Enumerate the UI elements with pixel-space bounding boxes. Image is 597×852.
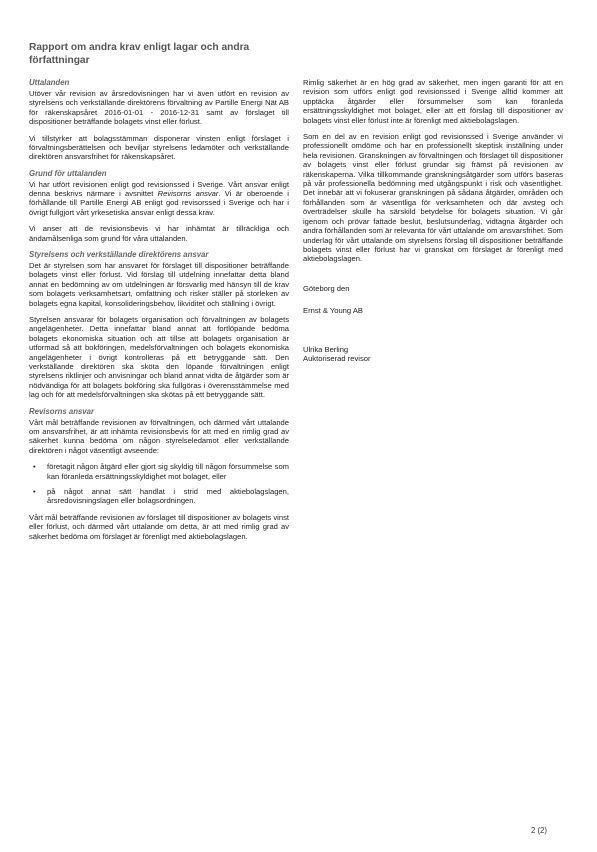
bullet-icon: • (33, 462, 36, 472)
paragraph-professional-judgement: Som en del av en revision enligt god revisionssed i Sverige använder vi professionellt omdöme och har en professionellt skeptisk inställning under hela revisionen. Granskningen av förvaltningen och förslaget till dispositioner av bolagets vinst eller förlust grundar sig främst på revisionen av räkenskaperna. Vilka tillkommande granskningsåtgärder som utförs baseras på vår professionella bedömning med utgångspunkt i risk och väsentlighet. Det innebär att vi fokuserar granskningen på sådana åtgärder, områden och förhållanden som är väsentliga för verksamheten och där avsteg och överträdelser skulle ha särskild betydelse för bolagets situation. Vi går igenom och prövar fattade beslut, beslutsunderlag, vidtagna åtgärder och andra förhållanden som är relevanta för vårt uttalande om ansvarsfrihet. Som underlag för vårt uttalande om styrelsens förslag till dispositioner beträffande bolagets vinst eller förlust har vi granskat om förslaget är förenligt med aktiebolagslagen. (303, 132, 563, 264)
paragraph-basis: Vi har utfört revisionen enligt god revisionssed i Sverige. Vårt ansvar enligt denna beskrivs närmare i avsnittet Revisorns ansvar. Vi är oberoende i förhållande till Partille Energi AB enligt god revisorssed i Sverige och har i övrigt fullgjort vårt yrkesetiska ansvar enligt dessa krav. (29, 179, 289, 217)
signer-name: Ulrika Berling (303, 344, 349, 354)
paragraph-evidence: Vi anser att de revisionsbevis vi har inhämtat är tillräckliga och ändamålsenliga som grund för våra uttalanden. (29, 224, 289, 243)
paragraph-reasonable-assurance: Rimlig säkerhet är en hög grad av säkerhet, men ingen garanti för att en revision som utförs enligt god revisionssed i Sverige alltid kommer att upptäcka åtgärder eller försummelser som kan föranleda ersättningsskyldighet mot bolaget, eller att ett förslag till dispositioner av bolagets vinst eller förlust inte är förenligt med aktiebolagslagen. (303, 78, 563, 125)
list-item: • företagit någon åtgärd eller gjort sig skyldig till någon försummelse som kan föranleda ersättningsskyldighet mot bolaget, eller (33, 462, 289, 481)
paragraph-audit-goal: Vårt mål beträffande revisionen av förvaltningen, och därmed vårt uttalande om ansvarsfrihet, är att inhämta revisionsbevis för att med en rimlig grad av säkerhet kunna bedöma om någon styrelseledamot eller verkställande direktören i något väsentligt avseende: (29, 417, 289, 455)
signer-title: Auktoriserad revisor (303, 353, 371, 363)
heading-board-responsibility: Styrelsens och verkställande direktörens ansvar (29, 250, 209, 260)
heading-auditor-responsibility: Revisorns ansvar (29, 406, 95, 416)
signature-place: Göteborg den (303, 283, 350, 293)
paragraph-revision-scope: Utöver vår revision av årsredovisningen har vi även utfört en revision av styrelsens och verkställande direktörens förvaltning av Partille Energi Nät AB för räkenskapsåret 2016-01-01 - 2016-12-31 samt av förslaget till dispositioner beträffande bolagets vinst eller förlust. (29, 88, 289, 127)
paragraph-disposition-goal: Vårt mål beträffande revisionen av förslaget till dispositioner av bolagets vinst eller förlust, och därmed vårt uttalande om detta, är att med rimlig grad av säkerhet bedöma om förslaget är förenligt med aktiebolagslagen. (29, 512, 289, 541)
section-title: Rapport om andra krav enligt lagar och andra författningar (29, 42, 250, 66)
heading-grund: Grund för uttalanden (29, 168, 107, 178)
list-item: • på något annat sätt handlat i strid med aktiebolagslagen, årsredovisningslagen eller bolagsordningen. (33, 487, 289, 506)
signature-firm: Ernst & Young AB (303, 306, 363, 316)
heading-uttalanden: Uttalanden (29, 78, 70, 87)
page-number: 2 (2) (530, 826, 547, 835)
right-column (303, 78, 563, 363)
paragraph-recommendation: Vi tillstyrker att bolagsstämman disponerar vinsten enligt förslaget i förvaltningsberättelsen och beviljar styrelsens ledamöter och verkställande direktören ansvarsfrihet för räkenskapsåret. (29, 133, 289, 162)
paragraph-dividend: Det är styrelsen som har ansvaret för förslaget till dispositioner beträffande bolagets vinst eller förlust. Vid förslag till utdelning innefattar detta bland annat en bedömning av om utdelningen är försvarlig med hänsyn till de krav som bolagets verksamhetsart, omfattning och risker ställer på storleken av bolagets egna kapital, konsolideringsbehov, likviditet och ställning i övrigt. (29, 261, 289, 308)
paragraph-organisation: Styrelsen ansvarar för bolagets organisation och förvaltningen av bolagets angelägenheter. Detta innefattar bland annat att fortlöpande bedöma bolagets ekonomiska situation och att tillse att bolagets organisation är utformad så att bokföringen, medelsförvaltningen och bolagets ekonomiska angelägenheter i övrigt kontrolleras på ett betryggande sätt. Den verkställande direktören ska sköta den löpande förvaltningen enligt styrelsens riktlinjer och anvisningar och bland annat vidta de åtgärder som är nödvändiga för att bolagets bokföring ska fullgöras i överensstämmelse med lag och för att medelsförvaltningen ska skötas på ett betryggande sätt. (29, 315, 289, 400)
bullet-icon: • (33, 487, 36, 497)
left-column (29, 78, 289, 548)
bullet-list (29, 462, 289, 506)
